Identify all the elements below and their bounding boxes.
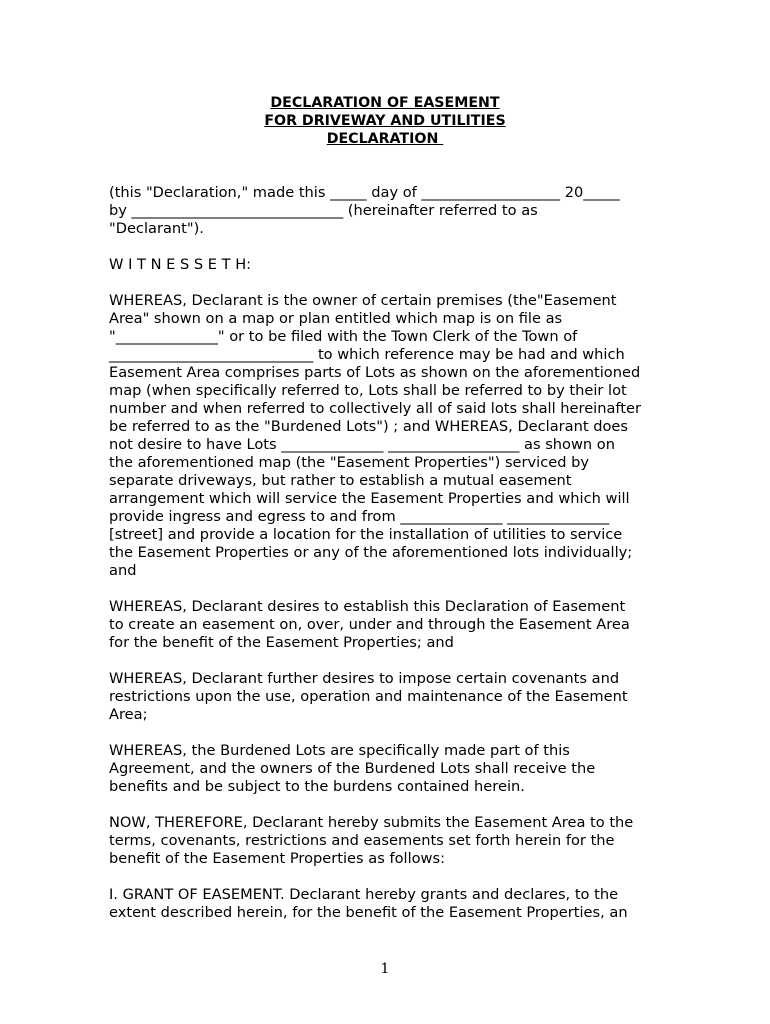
paragraph-grant-of-easement [109, 886, 669, 922]
paragraph-preamble [109, 184, 669, 238]
text-line: for the benefit of the Easement Properties; and [109, 634, 454, 651]
text-line: [street] and provide a location for the installation of utilities to service [109, 526, 623, 543]
text-line: Easement Area comprises parts of Lots as shown on the aforementioned [109, 364, 641, 381]
text-line: W I T N E S S E T H: [109, 256, 252, 273]
paragraph-whereas-4 [109, 742, 669, 796]
paragraph-now-therefore [109, 814, 669, 868]
text-line: Agreement, and the owners of the Burdened Lots shall receive the [109, 760, 596, 777]
text-line: WHEREAS, the Burdened Lots are specifically made part of this [109, 742, 570, 759]
text-line: to create an easement on, over, under and through the Easement Area [109, 616, 630, 633]
text-line: NOW, THEREFORE, Declarant hereby submits the Easement Area to the [109, 814, 634, 831]
text-line: the Easement Properties or any of the aforementioned lots individually; [109, 544, 633, 561]
text-line: by _____________________________ (hereinafter referred to as [109, 202, 538, 219]
paragraph-whereas-1 [109, 292, 669, 580]
paragraph-witnesseth [109, 256, 669, 274]
text-line: Area" shown on a map or plan entitled which map is on file as [109, 310, 563, 327]
text-line: arrangement which will service the Easement Properties and which will [109, 490, 630, 507]
text-line: map (when specifically referred to, Lots shall be referred to by their lot [109, 382, 627, 399]
text-line: "Declarant"). [109, 220, 204, 237]
text-line: WHEREAS, Declarant is the owner of certain premises (the"Easement [109, 292, 617, 309]
text-line: benefits and be subject to the burdens contained herein. [109, 778, 525, 795]
text-line: extent described herein, for the benefit of the Easement Properties, an [109, 904, 628, 921]
text-line: ____________________________ to which reference may be had and which [109, 346, 625, 363]
text-line: not desire to have Lots ______________ __________________ as shown on [109, 436, 615, 453]
text-line: and [109, 562, 137, 579]
text-line: number and when referred to collectively all of said lots shall hereinafter [109, 400, 642, 417]
page-number: 1 [380, 961, 390, 977]
text-line: I. GRANT OF EASEMENT. Declarant hereby grants and declares, to the [109, 886, 619, 903]
text-line: be referred to as the "Burdened Lots") ; and WHEREAS, Declarant does [109, 418, 629, 435]
text-line: WHEREAS, Declarant desires to establish this Declaration of Easement [109, 598, 626, 615]
title-line-2: FOR DRIVEWAY AND UTILITIES [264, 113, 506, 129]
text-line: (this "Declaration," made this _____ day of ___________________ 20_____ [109, 184, 620, 201]
title-line-3: DECLARATION [326, 131, 444, 147]
paragraph-whereas-2 [109, 598, 669, 652]
text-line: provide ingress and egress to and from ______________ ______________ [109, 508, 610, 525]
text-line: terms, covenants, restrictions and easements set forth herein for the [109, 832, 615, 849]
paragraph-whereas-3 [109, 670, 669, 724]
text-line: separate driveways, but rather to establish a mutual easement [109, 472, 572, 489]
text-line: benefit of the Easement Properties as follows: [109, 850, 446, 867]
text-line: restrictions upon the use, operation and maintenance of the Easement [109, 688, 628, 705]
title-line-1: DECLARATION OF EASEMENT [270, 95, 500, 111]
document-title [0, 94, 770, 148]
document-body [109, 184, 669, 940]
text-line: "______________" or to be filed with the Town Clerk of the Town of [109, 328, 578, 345]
text-line: WHEREAS, Declarant further desires to impose certain covenants and [109, 670, 620, 687]
text-line: the aforementioned map (the "Easement Properties") serviced by [109, 454, 590, 471]
text-line: Area; [109, 706, 148, 723]
